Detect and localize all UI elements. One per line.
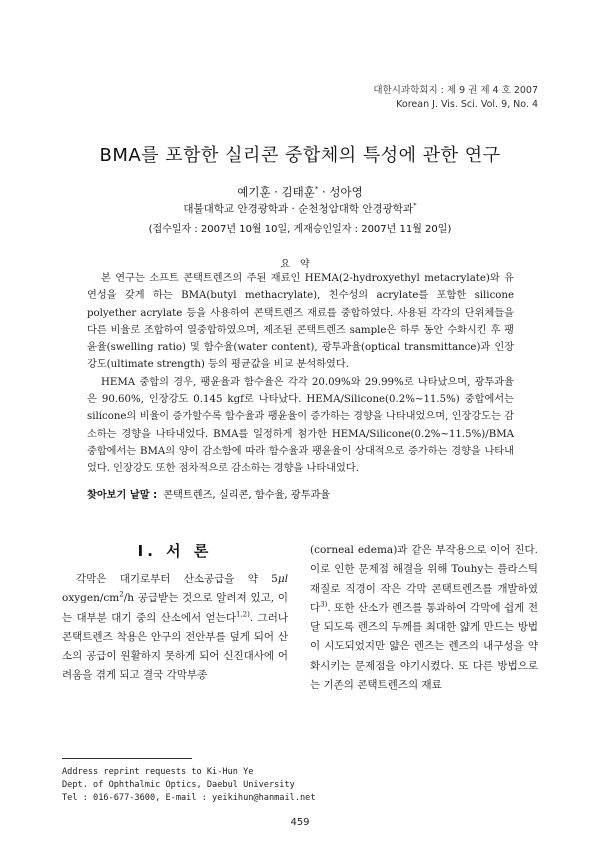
keywords xyxy=(87,486,514,501)
intro-text: /h 공급받는 것으로 알려져 있고, 이는 대부분 대기 중의 산소에서 얻는다 xyxy=(62,592,288,624)
keywords-text: 콘택트렌즈, 실리콘, 함수율, 광투과율 xyxy=(163,490,331,501)
author-names-1: 예기훈 · 김태훈 xyxy=(237,185,315,199)
intro-text: . 그러나 콘택트렌즈 착용은 안구의 전안부를 덮게 되어 산소의 공급이 원활하지 못하게 되어 신진대사에 어려움을 겪게 되고 결국 각막부종 xyxy=(62,611,288,682)
author-affiliation-mark: * xyxy=(314,185,319,194)
abstract-paragraph-2: HEMA 중합의 경우, 팽윤율과 함수율은 각각 20.09%와 29.99%로 나타났으며, 광투과율은 90.60%, 인장강도 0.145 kgf로 나타났다. HEMA/Silicone(0.2%∼11.5%) 중합에서는 silicone의 비율이 증가할수록 함수율과 팽윤율이 증가하는 경향을 나타내었으며, 인장강도는 감소하는 경향을 나타내었다. BMA를 일정하게 첨가한 HEMA/Silicone(0.2%∼11.5%)/BMA 중합에서는 BMA의 양이 감소함에 따라 함수율과 팽윤율이 상대적으로 증가하는 경향을 나타내었다. 인장강도 또한 점차적으로 감소하는 경향을 나타내었다. xyxy=(87,376,514,475)
intro-text: . 또한 산소가 렌즈를 통과하여 각막에 쉽게 전달 되도록 렌즈의 두께를 최대한 얇게 만드는 방법이 시도되었지만 얇은 렌즈는 렌즈의 내구성을 약화시키는 문제점을 야기시켰다. 또 다른 방법으로는 기존의 콘택트렌즈의 재료 xyxy=(310,601,538,692)
author-list xyxy=(0,184,600,200)
journal-header xyxy=(373,84,538,112)
footnote-divider xyxy=(62,758,192,759)
affiliation-text: 대불대학교 안경광학과 · 순천청암대학 안경광학과 xyxy=(183,203,414,215)
author-names-2: · 성아영 xyxy=(318,185,363,199)
intro-paragraph-1 xyxy=(62,570,288,686)
intro-paragraph-continued xyxy=(310,541,538,695)
abstract-heading: 요약 xyxy=(280,259,320,270)
page-number: 459 xyxy=(290,817,310,828)
paper-title: BMA를 포함한 실리콘 중합체의 특성에 관한 연구 xyxy=(99,145,501,166)
abstract-paragraph-1: 본 연구는 소프트 콘택트렌즈의 주된 재료인 HEMA(2-hydroxyethyl metacrylate)와 유연성을 갖게 하는 BMA(butyl methacrylate), 친수성의 acrylate를 포함한 silicone polyether acrylate 등을 사용하여 콘택트렌즈 재료를 중합하였다. 사용된 각각의 단위체들을 다른 비율로 조합하여 열중합하였으며, 제조된 콘택트렌즈 sample은 하루 동안 수화시킨 후 팽윤율(swelling ratio) 및 함수율(water content), 광투과율(optical transmittance)과 인장강도(ultimate strength) 등의 평균값을 비교 분석하였다. xyxy=(87,273,514,371)
footnote-line: Tel : 016-677-3600, E-mail : yeikihun@hanmail.net xyxy=(62,793,316,803)
intro-text: (corneal edema)과 같은 부작용으로 이어 진다. 이로 인한 문제점 해결을 위해 Touhy는 플라스틱 재질로 직경이 작은 각막 콘택트렌즈를 개발하였다 xyxy=(310,544,538,614)
footnote-line: Dept. of Ophthalmic Optics, Daebul University xyxy=(62,780,295,790)
submission-dates: (접수일자 : 2007년 10월 10일, 게재승인일자 : 2007년 11월 20일) xyxy=(148,224,452,235)
keywords-label: 찾아보기 낱말 : xyxy=(87,490,158,501)
superscript-2: 2 xyxy=(119,590,124,599)
intro-text: 각막은 대기로부터 산소공급을 약 5 xyxy=(76,573,278,585)
footnote-line: Address reprint requests to Ki-Hun Ye xyxy=(62,767,254,777)
affiliation xyxy=(0,201,600,216)
body-column-right xyxy=(310,541,538,695)
affiliation-mark: * xyxy=(413,201,417,210)
section-heading-introduction: I. 서 론 xyxy=(137,542,213,560)
journal-citation-ko: 대한시과학회지 : 제 9 권 제 4 호 2007 xyxy=(373,85,538,96)
reference-marker: 3) xyxy=(320,600,328,609)
footnote xyxy=(62,766,362,805)
reference-marker: 1,2) xyxy=(235,610,250,619)
intro-text: oxygen/cm xyxy=(62,592,120,605)
body-column-left xyxy=(62,570,288,686)
unit-microliter: μl xyxy=(277,573,288,585)
journal-citation-en: Korean J. Vis. Sci. Vol. 9, No. 4 xyxy=(396,99,538,110)
abstract xyxy=(87,270,514,478)
